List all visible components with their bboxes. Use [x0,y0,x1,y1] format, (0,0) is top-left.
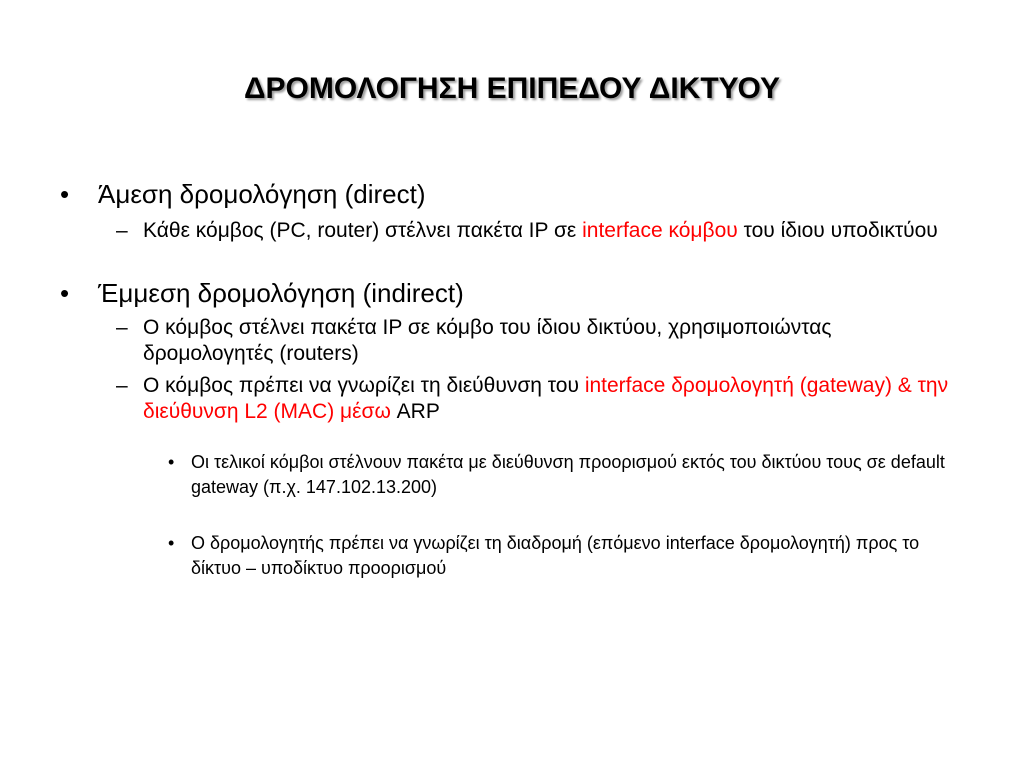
sub-bullet-text: Ο κόμβος πρέπει να γνωρίζει τη διεύθυνση του [143,374,585,397]
bullet-text: Έμμεση δρομολόγηση (indirect) [98,278,464,308]
bullet-icon: • [168,452,175,472]
slide-title: ΔΡΟΜΟΛΟΓΗΣΗ ΕΠΙΠΕΔΟΥ ΔΙΚΤΥΟΥ [243,72,781,105]
dash-icon: – [116,316,128,339]
bullet-icon: • [168,533,175,553]
sub-bullet-indirect-2 [60,373,960,425]
sub-bullet-direct-1 [60,218,960,244]
bullet-icon: • [60,179,70,209]
sub-sub-bullet-text: Οι τελικοί κόμβοι στέλνουν πακέτα με διεύθυνση προορισμού εκτός του δικτύου τους σε default gateway (π.χ. 147.102.13.200) [191,452,945,497]
sub-bullet-text-end: του ίδιου υποδικτύου [737,219,938,242]
sub-bullet-indirect-1 [60,315,960,367]
sub-bullet-text: Κάθε κόμβος (PC, router) στέλνει πακέτα IP σε [143,219,583,242]
sub-sub-bullet-1 [60,450,960,500]
bullet-direct-routing [60,178,960,210]
bullet-text: Άμεση δρομολόγηση (direct) [98,179,426,209]
sub-sub-bullet-text: Ο δρομολογητής πρέπει να γνωρίζει τη διαδρομή (επόμενο interface δρομολογητή) προς το δίκτυο – υποδίκτυο προορισμού [191,533,920,578]
sub-bullet-highlight: interface δρομολογητή (gateway) & την διεύθυνση L2 (MAC) μέσω [143,374,949,423]
slide-content [60,178,960,581]
sub-bullet-text-end: ARP [390,400,440,423]
dash-icon: – [116,219,128,242]
bullet-icon: • [60,278,70,308]
dash-icon: – [116,374,128,397]
sub-bullet-highlight: interface κόμβου [582,219,738,242]
sub-sub-bullet-2 [60,531,960,581]
bullet-indirect-routing [60,277,960,309]
sub-bullet-text: Ο κόμβος στέλνει πακέτα IP σε κόμβο του ίδιου δικτύου, χρησιμοποιώντας δρομολογητές (routers) [143,316,832,365]
